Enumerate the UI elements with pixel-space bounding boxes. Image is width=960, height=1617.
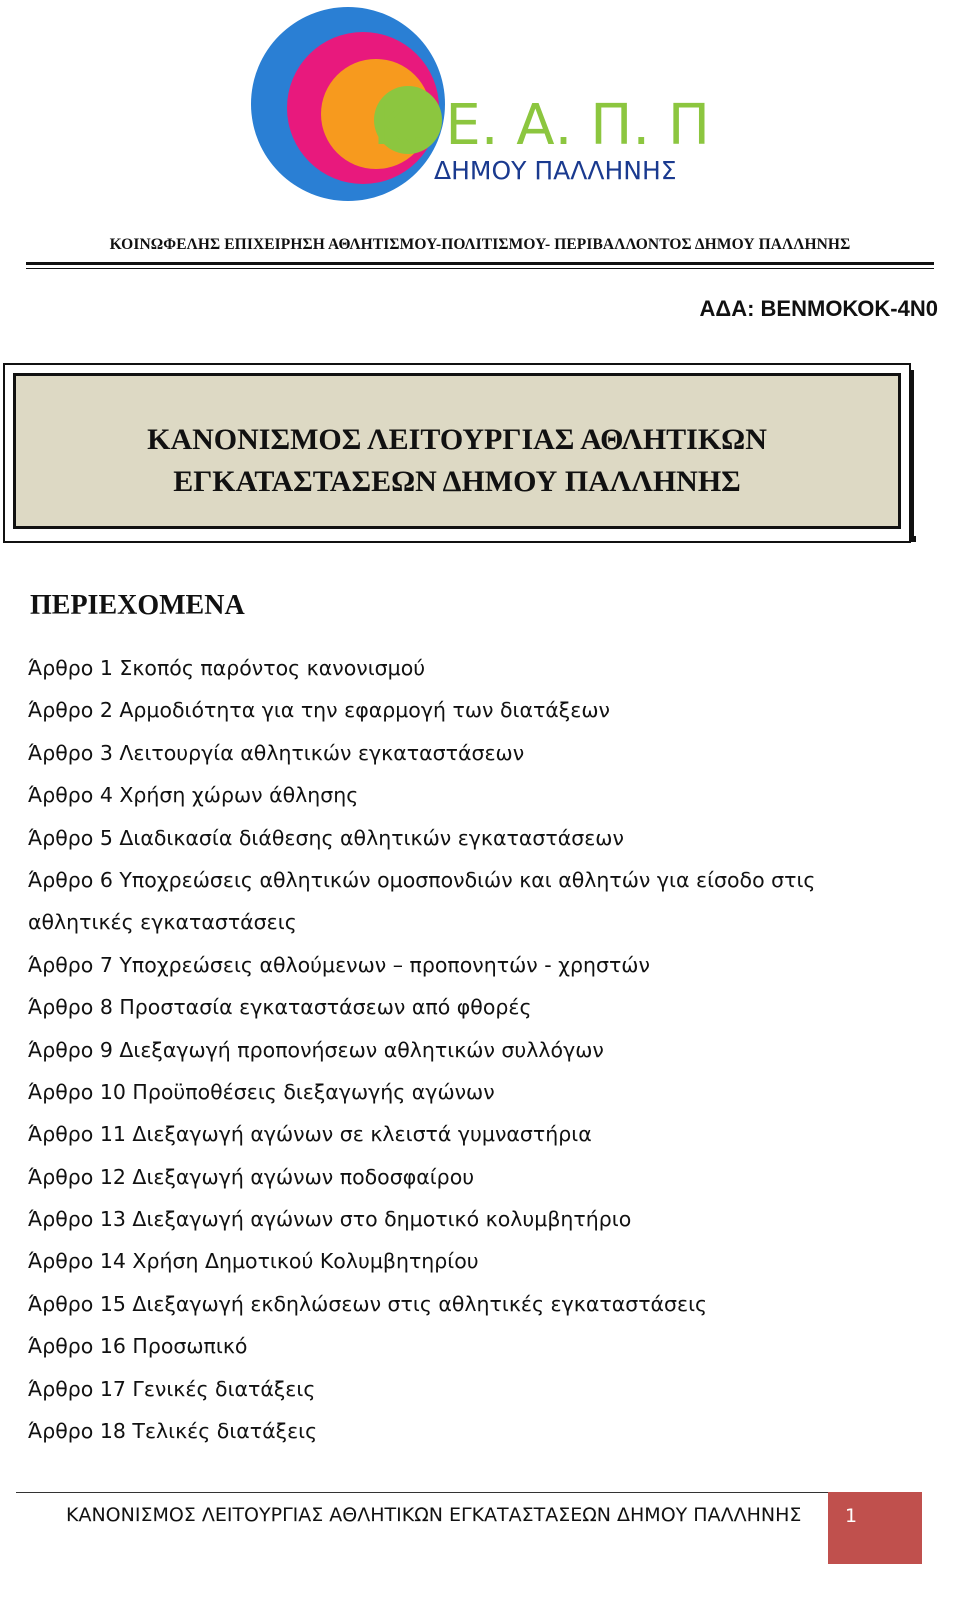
toc-line: Άρθρο 6 Υποχρεώσεις αθλητικών ομοσπονδιών και αθλητών για είσοδο στις bbox=[28, 867, 816, 892]
toc-line: Άρθρο 10 Προϋποθέσεις διεξαγωγής αγώνων bbox=[28, 1079, 495, 1104]
logo-subtitle: ΔΗΜΟΥ ΠΑΛΛΗΝΗΣ bbox=[434, 156, 677, 185]
page-number: 1 bbox=[845, 1505, 858, 1527]
toc-line: Άρθρο 7 Υποχρεώσεις αθλούμενων – προπονητών - χρηστών bbox=[28, 952, 650, 977]
toc-line: Άρθρο 2 Αρμοδιότητα για την εφαρμογή των διατάξεων bbox=[28, 698, 610, 723]
toc-line: Άρθρο 15 Διεξαγωγή εκδηλώσεων στις αθλητικές εγκαταστάσεις bbox=[28, 1291, 708, 1316]
footer-title: ΚΑΝΟΝΙΣΜΟΣ ΛΕΙΤΟΥΡΓΙΑΣ ΑΘΛΗΤΙΚΩΝ ΕΓΚΑΤΑΣΤΑΣΕΩΝ ΔΗΜΟΥ ΠΑΛΛΗΝΗΣ bbox=[66, 1504, 802, 1526]
organization-name: ΚΟΙΝΩΦΕΛΗΣ ΕΠΙΧΕΙΡΗΣΗ ΑΘΛΗΤΙΣΜΟΥ-ΠΟΛΙΤΙΣΜΟΥ- ΠΕΡΙΒΑΛΛΟΝΤΟΣ ΔΗΜΟΥ ΠΑΛΛΗΝΗΣ bbox=[109, 236, 851, 253]
toc-line: Άρθρο 8 Προστασία εγκαταστάσεων από φθορές bbox=[28, 995, 532, 1020]
logo-acronym: Κ. Ε. Α. Π. Π. bbox=[373, 93, 708, 158]
toc-heading: ΠΕΡΙΕΧΟΜΕΝΑ bbox=[30, 590, 245, 621]
keapp-logo bbox=[248, 4, 708, 204]
toc-line: Άρθρο 12 Διεξαγωγή αγώνων ποδοσφαίρου bbox=[28, 1164, 475, 1189]
ada-code: ΑΔΑ: ΒΕΝΜΟΚΟΚ-4Ν0 bbox=[699, 296, 938, 321]
toc-line: Άρθρο 3 Λειτουργία αθλητικών εγκαταστάσεων bbox=[28, 740, 525, 765]
logo-graphic bbox=[248, 4, 708, 204]
title-box bbox=[3, 363, 911, 543]
toc-line: αθλητικές εγκαταστάσεις bbox=[28, 910, 297, 935]
toc-line: Άρθρο 16 Προσωπικό bbox=[28, 1334, 248, 1359]
toc-line: Άρθρο 1 Σκοπός παρόντος κανονισμού bbox=[28, 656, 426, 680]
footer-rule bbox=[16, 1492, 916, 1493]
toc-line: Άρθρο 14 Χρήση Δημοτικού Κολυμβητηρίου bbox=[28, 1249, 479, 1274]
toc-line: Άρθρο 13 Διεξαγωγή αγώνων στο δημοτικό κολυμβητήριο bbox=[28, 1207, 632, 1232]
toc-line: Άρθρο 4 Χρήση χώρων άθλησης bbox=[28, 783, 359, 808]
document-title-line-1: ΚΑΝΟΝΙΣΜΟΣ ΛΕΙΤΟΥΡΓΙΑΣ ΑΘΛΗΤΙΚΩΝ bbox=[147, 423, 767, 456]
table-of-contents bbox=[28, 647, 908, 1452]
toc-line: Άρθρο 11 Διεξαγωγή αγώνων σε κλειστά γυμναστήρια bbox=[28, 1122, 592, 1147]
header-rule-thin bbox=[26, 268, 934, 269]
toc-line: Άρθρο 18 Τελικές διατάξεις bbox=[28, 1419, 318, 1444]
page-number-badge bbox=[828, 1492, 922, 1564]
document-title-line-2: ΕΓΚΑΤΑΣΤΑΣΕΩΝ ΔΗΜΟΥ ΠΑΛΛΗΝΗΣ bbox=[173, 465, 741, 498]
toc-line: Άρθρο 17 Γενικές διατάξεις bbox=[28, 1376, 316, 1401]
toc-line: Άρθρο 5 Διαδικασία διάθεσης αθλητικών εγκαταστάσεων bbox=[28, 825, 624, 850]
header-rule-thick bbox=[26, 262, 934, 265]
toc-line: Άρθρο 9 Διεξαγωγή προπονήσεων αθλητικών συλλόγων bbox=[28, 1037, 604, 1062]
